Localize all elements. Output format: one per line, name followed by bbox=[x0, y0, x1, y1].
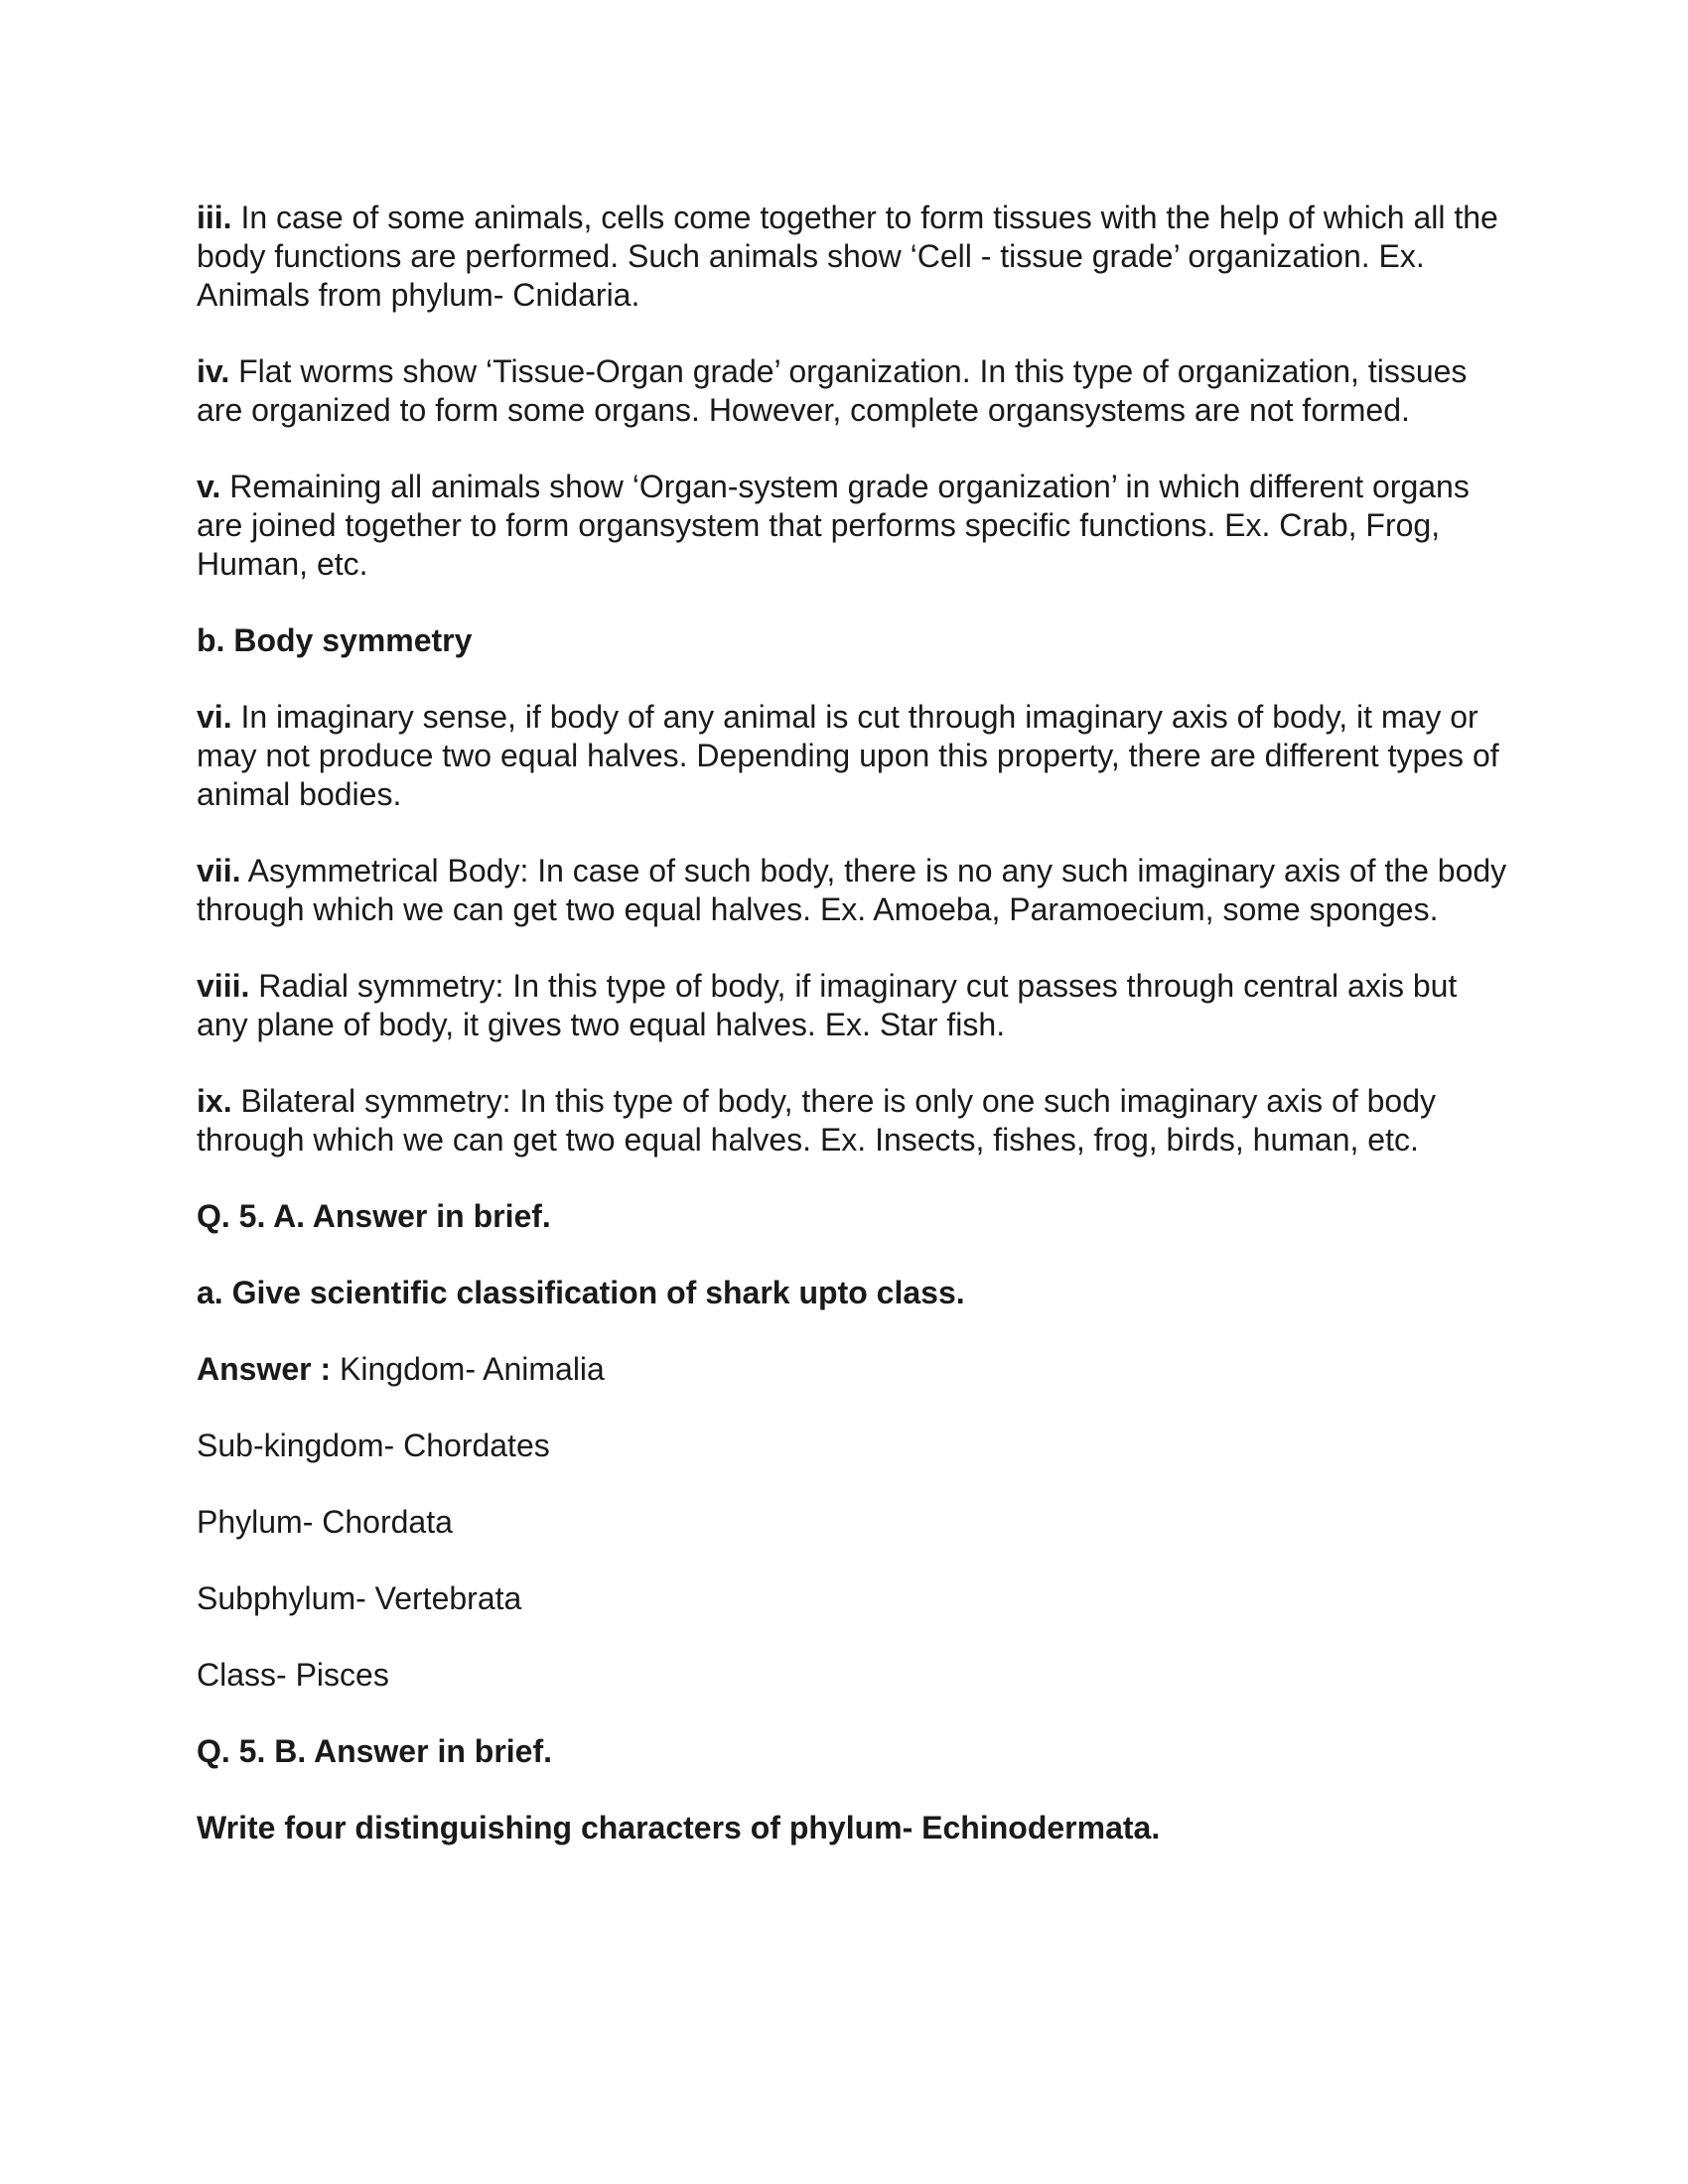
question-heading-5b: Q. 5. B. Answer in brief. bbox=[197, 1733, 552, 1769]
answer-text: Kingdom- Animalia bbox=[331, 1351, 605, 1387]
paragraph-v bbox=[197, 468, 1507, 584]
paragraph-label: iii. bbox=[197, 200, 232, 235]
paragraph-text: Radial symmetry: In this type of body, if imaginary cut passes through central axis but any plane of body, it gives two equal halves. Ex. Star fish. bbox=[197, 968, 1458, 1042]
section-heading-body-symmetry: b. Body symmetry bbox=[197, 622, 473, 658]
paragraph-ix bbox=[197, 1082, 1507, 1160]
answer-label: Answer : bbox=[197, 1351, 332, 1387]
paragraph-text: In imaginary sense, if body of any animal is cut through imaginary axis of body, it may or may not produce two equal halves. Depending upon this property, there are different types of animal bodies. bbox=[197, 699, 1499, 812]
answer-line-subphylum: Subphylum- Vertebrata bbox=[197, 1580, 522, 1616]
paragraph-text: Remaining all animals show ‘Organ-system grade organization’ in which different organs are joined together to form organsystem that performs specific functions. Ex. Crab, Frog, Human, etc. bbox=[197, 469, 1470, 582]
paragraph-text: Bilateral symmetry: In this type of body, there is only one such imaginary axis of body through which we can get two equal halves. Ex. Insects, fishes, frog, birds, human, etc. bbox=[197, 1083, 1436, 1158]
paragraph-text: Flat worms show ‘Tissue-Organ grade’ organization. In this type of organization, tissues are organized to form some organs. However, complete organsystems are not formed. bbox=[197, 353, 1468, 428]
paragraph-label: vii. bbox=[197, 853, 241, 888]
paragraph-iii bbox=[197, 199, 1507, 315]
paragraph-vii bbox=[197, 852, 1507, 929]
answer-line-kingdom bbox=[197, 1350, 1507, 1389]
paragraph-label: iv. bbox=[197, 353, 230, 389]
paragraph-iv bbox=[197, 352, 1507, 430]
paragraph-label: ix. bbox=[197, 1083, 232, 1119]
paragraph-label: v. bbox=[197, 469, 221, 504]
paragraph-vi bbox=[197, 698, 1507, 814]
paragraph-viii bbox=[197, 967, 1507, 1044]
answer-line-subkingdom: Sub-kingdom- Chordates bbox=[197, 1428, 550, 1463]
answer-line-class: Class- Pisces bbox=[197, 1657, 389, 1693]
question-heading-5a: Q. 5. A. Answer in brief. bbox=[197, 1198, 551, 1234]
paragraph-text: Asymmetrical Body: In case of such body, there is no any such imaginary axis of the body through which we can get two equal halves. Ex. Amoeba, Paramoecium, some sponges. bbox=[197, 853, 1507, 927]
question-5b-text: Write four distinguishing characters of phylum- Echinodermata. bbox=[197, 1810, 1161, 1845]
answer-line-phylum: Phylum- Chordata bbox=[197, 1504, 453, 1540]
paragraph-label: viii. bbox=[197, 968, 250, 1004]
paragraph-label: vi. bbox=[197, 699, 232, 735]
paragraph-text: In case of some animals, cells come together to form tissues with the help of which all the body functions are performed. Such animals show ‘Cell - tissue grade’ organization. Ex. Animals from phylum- Cnidaria. bbox=[197, 200, 1498, 313]
question-5a-text: a. Give scientific classification of shark upto class. bbox=[197, 1275, 965, 1310]
document-page bbox=[197, 199, 1507, 1885]
